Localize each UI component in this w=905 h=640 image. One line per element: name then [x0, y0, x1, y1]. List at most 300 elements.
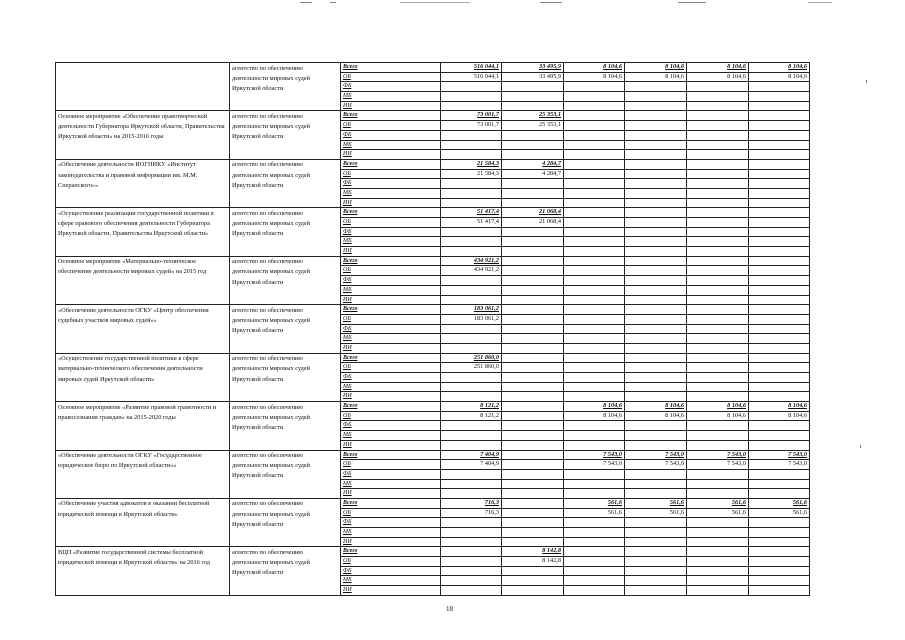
amount-cell	[564, 479, 625, 489]
amount-cell: 73 001,7	[441, 111, 502, 121]
amount-cell	[564, 247, 625, 257]
amount-cell	[625, 576, 687, 586]
amount-cell	[687, 334, 749, 344]
funding-source-label: ИИ	[341, 247, 441, 257]
amount-cell	[502, 363, 564, 373]
amount-cell	[502, 373, 564, 383]
amount-cell	[687, 518, 749, 528]
amount-cell	[625, 111, 687, 121]
amount-cell	[625, 547, 687, 557]
amount-cell	[749, 343, 810, 353]
amount-cell	[564, 363, 625, 373]
amount-cell: 8 104,6	[625, 72, 687, 82]
amount-cell	[749, 198, 810, 208]
amount-cell	[564, 373, 625, 383]
responsible-executor: агентство по обеспечению деятельности мировых судей Иркутской области	[230, 159, 341, 207]
amount-cell	[749, 295, 810, 305]
amount-cell	[749, 188, 810, 198]
funding-source-label: ОБ	[341, 121, 441, 131]
amount-cell	[441, 547, 502, 557]
amount-cell	[441, 179, 502, 189]
amount-cell	[441, 537, 502, 547]
amount-cell	[564, 440, 625, 450]
amount-cell	[564, 218, 625, 228]
funding-source-label: ОБ	[341, 411, 441, 421]
measure-description: ВЦП «Развитие государственной системы бесплатной юридической помощи в Иркутской области» на 2016 год	[56, 547, 230, 595]
amount-cell: 25 353,1	[502, 121, 564, 131]
amount-cell: 51 417,4	[441, 218, 502, 228]
funding-source-label: Всего	[341, 353, 441, 363]
amount-cell	[687, 92, 749, 102]
amount-cell	[564, 179, 625, 189]
amount-cell	[502, 324, 564, 334]
table-row	[56, 402, 810, 412]
amount-cell	[502, 198, 564, 208]
amount-cell	[564, 159, 625, 169]
amount-cell	[687, 440, 749, 450]
amount-cell	[564, 140, 625, 150]
funding-source-label: ОБ	[341, 72, 441, 82]
amount-cell	[749, 276, 810, 286]
funding-source-label: ОБ	[341, 218, 441, 228]
amount-cell	[441, 489, 502, 499]
amount-cell	[749, 566, 810, 576]
amount-cell	[441, 373, 502, 383]
amount-cell	[749, 489, 810, 499]
amount-cell	[749, 537, 810, 547]
funding-source-label: ФБ	[341, 227, 441, 237]
amount-cell	[687, 324, 749, 334]
amount-cell	[625, 218, 687, 228]
responsible-executor: агентство по обеспечению деятельности мировых судей Иркутской области	[230, 256, 341, 304]
amount-cell	[749, 305, 810, 315]
amount-cell	[625, 392, 687, 402]
funding-source-label: Всего	[341, 111, 441, 121]
table-row	[56, 450, 810, 460]
amount-cell: 8 104,6	[687, 72, 749, 82]
amount-cell	[687, 489, 749, 499]
amount-cell	[749, 431, 810, 441]
amount-cell	[502, 382, 564, 392]
amount-cell	[564, 576, 625, 586]
table-row	[56, 111, 810, 121]
amount-cell	[749, 373, 810, 383]
amount-cell	[502, 140, 564, 150]
amount-cell: 716,3	[441, 498, 502, 508]
amount-cell: 8 104,6	[564, 72, 625, 82]
amount-cell	[687, 198, 749, 208]
amount-cell	[441, 343, 502, 353]
amount-cell	[564, 188, 625, 198]
amount-cell	[687, 421, 749, 431]
funding-source-label: ФБ	[341, 324, 441, 334]
funding-source-label: ИИ	[341, 150, 441, 160]
responsible-executor: агентство по обеспечению деятельности мировых судей Иркутской области	[230, 63, 341, 111]
amount-cell	[441, 237, 502, 247]
amount-cell	[564, 314, 625, 324]
amount-cell	[502, 150, 564, 160]
amount-cell	[502, 402, 564, 412]
amount-cell: 7 543,0	[687, 450, 749, 460]
amount-cell	[749, 92, 810, 102]
amount-cell	[749, 179, 810, 189]
amount-cell	[502, 295, 564, 305]
amount-cell	[502, 537, 564, 547]
amount-cell	[625, 382, 687, 392]
amount-cell	[687, 431, 749, 441]
amount-cell	[749, 159, 810, 169]
amount-cell	[564, 208, 625, 218]
amount-cell	[564, 101, 625, 111]
amount-cell	[749, 121, 810, 131]
amount-cell	[502, 305, 564, 315]
amount-cell	[687, 208, 749, 218]
funding-source-label: ИИ	[341, 440, 441, 450]
amount-cell	[625, 208, 687, 218]
amount-cell: 8 104,6	[749, 63, 810, 73]
funding-source-label: Всего	[341, 305, 441, 315]
amount-cell	[749, 392, 810, 402]
amount-cell: 21 068,4	[502, 208, 564, 218]
amount-cell	[564, 130, 625, 140]
amount-cell	[564, 285, 625, 295]
amount-cell	[687, 382, 749, 392]
amount-cell	[749, 324, 810, 334]
amount-cell: 25 353,1	[502, 111, 564, 121]
funding-source-label: МБ	[341, 479, 441, 489]
amount-cell	[625, 334, 687, 344]
amount-cell: 8 104,6	[625, 411, 687, 421]
amount-cell	[687, 295, 749, 305]
funding-source-label: Всего	[341, 208, 441, 218]
amount-cell	[687, 169, 749, 179]
amount-cell	[502, 479, 564, 489]
amount-cell	[502, 392, 564, 402]
amount-cell: 8 104,6	[687, 63, 749, 73]
amount-cell	[749, 557, 810, 567]
amount-cell	[687, 285, 749, 295]
funding-source-label: ИИ	[341, 101, 441, 111]
amount-cell	[564, 82, 625, 92]
measure-description: Основное мероприятие «Материально-техническое обеспечение деятельности мировых судей» на 2015 год	[56, 256, 230, 304]
funding-source-label: МБ	[341, 285, 441, 295]
amount-cell	[749, 150, 810, 160]
amount-cell	[625, 276, 687, 286]
amount-cell	[625, 518, 687, 528]
amount-cell	[502, 343, 564, 353]
amount-cell	[441, 101, 502, 111]
amount-cell	[502, 179, 564, 189]
table-row	[56, 256, 810, 266]
amount-cell	[687, 392, 749, 402]
amount-cell	[564, 227, 625, 237]
amount-cell	[564, 150, 625, 160]
funding-source-label: ИИ	[341, 295, 441, 305]
amount-cell	[625, 479, 687, 489]
amount-cell	[749, 469, 810, 479]
responsible-executor: агентство по обеспечению деятельности мировых судей Иркутской области	[230, 353, 341, 401]
amount-cell	[502, 586, 564, 596]
amount-cell	[564, 305, 625, 315]
responsible-executor: агентство по обеспечению деятельности мировых судей Иркутской области	[230, 111, 341, 159]
amount-cell	[441, 440, 502, 450]
amount-cell	[625, 440, 687, 450]
amount-cell	[564, 92, 625, 102]
amount-cell	[687, 314, 749, 324]
amount-cell: 73 001,7	[441, 121, 502, 131]
amount-cell	[687, 256, 749, 266]
amount-cell	[687, 188, 749, 198]
amount-cell	[502, 266, 564, 276]
responsible-executor: агентство по обеспечению деятельности мировых судей Иркутской области	[230, 547, 341, 595]
amount-cell	[749, 528, 810, 538]
funding-source-label: ОБ	[341, 266, 441, 276]
amount-cell	[625, 237, 687, 247]
amount-cell: 7 543,0	[564, 460, 625, 470]
amount-cell	[441, 421, 502, 431]
funding-source-label: ФБ	[341, 469, 441, 479]
amount-cell	[502, 460, 564, 470]
amount-cell	[749, 208, 810, 218]
amount-cell	[625, 130, 687, 140]
funding-source-label: МБ	[341, 92, 441, 102]
funding-source-label: ОБ	[341, 460, 441, 470]
amount-cell: 8 104,6	[564, 63, 625, 73]
amount-cell	[687, 276, 749, 286]
responsible-executor: агентство по обеспечению деятельности мировых судей Иркутской области	[230, 305, 341, 353]
amount-cell	[625, 373, 687, 383]
amount-cell	[502, 518, 564, 528]
funding-source-label: ИИ	[341, 198, 441, 208]
amount-cell	[502, 431, 564, 441]
amount-cell	[625, 247, 687, 257]
funding-source-label: ОБ	[341, 169, 441, 179]
amount-cell	[625, 169, 687, 179]
amount-cell	[441, 227, 502, 237]
funding-source-label: Всего	[341, 256, 441, 266]
amount-cell: 7 543,0	[749, 460, 810, 470]
funding-source-label: Всего	[341, 547, 441, 557]
amount-cell	[687, 576, 749, 586]
amount-cell	[564, 469, 625, 479]
amount-cell	[564, 586, 625, 596]
table-body	[56, 63, 810, 596]
funding-source-label: Всего	[341, 159, 441, 169]
amount-cell	[687, 150, 749, 160]
amount-cell	[625, 566, 687, 576]
amount-cell	[749, 169, 810, 179]
amount-cell	[687, 479, 749, 489]
amount-cell	[502, 450, 564, 460]
funding-source-label: МБ	[341, 334, 441, 344]
amount-cell	[502, 576, 564, 586]
amount-cell	[441, 92, 502, 102]
measure-description: «Обеспечение участия адвокатов в оказании бесплатной юридической помощи в Иркутской области»	[56, 498, 230, 546]
amount-cell	[502, 82, 564, 92]
amount-cell: 4 284,7	[502, 169, 564, 179]
amount-cell: 8 104,6	[625, 402, 687, 412]
amount-cell	[625, 343, 687, 353]
amount-cell: 7 404,9	[441, 450, 502, 460]
amount-cell	[749, 547, 810, 557]
amount-cell	[441, 285, 502, 295]
funding-source-label: Всего	[341, 498, 441, 508]
amount-cell	[502, 276, 564, 286]
amount-cell	[687, 227, 749, 237]
amount-cell	[564, 198, 625, 208]
amount-cell: 561,6	[625, 498, 687, 508]
amount-cell	[502, 92, 564, 102]
amount-cell	[441, 469, 502, 479]
amount-cell	[564, 334, 625, 344]
amount-cell: 8 104,6	[749, 72, 810, 82]
amount-cell	[625, 285, 687, 295]
amount-cell: 434 921,2	[441, 256, 502, 266]
amount-cell: 21 584,3	[441, 169, 502, 179]
amount-cell	[749, 334, 810, 344]
amount-cell	[749, 266, 810, 276]
amount-cell	[687, 82, 749, 92]
amount-cell	[502, 247, 564, 257]
funding-source-label: ФБ	[341, 566, 441, 576]
amount-cell	[625, 121, 687, 131]
amount-cell	[749, 285, 810, 295]
amount-cell	[564, 392, 625, 402]
amount-cell	[502, 334, 564, 344]
funding-source-label: ФБ	[341, 130, 441, 140]
amount-cell	[625, 305, 687, 315]
amount-cell	[564, 324, 625, 334]
amount-cell	[564, 266, 625, 276]
amount-cell	[625, 528, 687, 538]
funding-source-label: ИИ	[341, 343, 441, 353]
amount-cell	[749, 314, 810, 324]
amount-cell	[749, 247, 810, 257]
amount-cell	[502, 421, 564, 431]
amount-cell	[687, 101, 749, 111]
amount-cell	[625, 101, 687, 111]
funding-source-label: МБ	[341, 188, 441, 198]
amount-cell	[441, 566, 502, 576]
amount-cell	[441, 140, 502, 150]
funding-source-label: ОБ	[341, 508, 441, 518]
amount-cell	[749, 101, 810, 111]
amount-cell: 516 044,1	[441, 72, 502, 82]
amount-cell: 251 860,0	[441, 363, 502, 373]
funding-source-label: ИИ	[341, 489, 441, 499]
funding-source-label: ОБ	[341, 557, 441, 567]
amount-cell	[687, 537, 749, 547]
amount-cell	[687, 159, 749, 169]
amount-cell: 8 104,6	[625, 63, 687, 73]
amount-cell	[625, 431, 687, 441]
amount-cell: 516 044,1	[441, 63, 502, 73]
amount-cell: 8 104,6	[564, 402, 625, 412]
amount-cell	[502, 528, 564, 538]
amount-cell	[625, 314, 687, 324]
amount-cell: 716,3	[441, 508, 502, 518]
amount-cell	[441, 392, 502, 402]
amount-cell	[687, 353, 749, 363]
amount-cell	[687, 586, 749, 596]
table-row	[56, 498, 810, 508]
amount-cell: 561,6	[749, 498, 810, 508]
amount-cell	[564, 295, 625, 305]
amount-cell	[441, 276, 502, 286]
amount-cell	[625, 227, 687, 237]
amount-cell: 561,6	[687, 508, 749, 518]
funding-source-label: ФБ	[341, 82, 441, 92]
amount-cell	[749, 218, 810, 228]
funding-source-label: ФБ	[341, 276, 441, 286]
amount-cell	[564, 343, 625, 353]
amount-cell	[687, 179, 749, 189]
measure-description: «Обеспечение деятельности ИОГНИКУ «Институт законодательства и правовой информации им. М.М. Сперанского»»	[56, 159, 230, 207]
scan-edge-mark	[866, 80, 867, 83]
amount-cell: 8 104,6	[749, 411, 810, 421]
amount-cell	[502, 314, 564, 324]
amount-cell	[687, 528, 749, 538]
amount-cell	[749, 227, 810, 237]
amount-cell	[564, 547, 625, 557]
amount-cell: 8 142,8	[502, 547, 564, 557]
amount-cell	[687, 547, 749, 557]
amount-cell	[687, 237, 749, 247]
amount-cell: 8 142,8	[502, 557, 564, 567]
amount-cell	[502, 498, 564, 508]
amount-cell: 8 104,6	[687, 402, 749, 412]
amount-cell	[441, 334, 502, 344]
amount-cell	[625, 198, 687, 208]
amount-cell	[625, 256, 687, 266]
amount-cell	[502, 237, 564, 247]
amount-cell	[564, 111, 625, 121]
amount-cell: 183 061,2	[441, 314, 502, 324]
amount-cell: 561,6	[687, 498, 749, 508]
amount-cell	[441, 518, 502, 528]
amount-cell	[625, 140, 687, 150]
measure-description: «Обеспечение деятельности ОГКУ «Государственное юридическое бюро по Иркутской области»»	[56, 450, 230, 498]
amount-cell: 561,6	[749, 508, 810, 518]
amount-cell: 434 921,2	[441, 266, 502, 276]
amount-cell	[564, 121, 625, 131]
amount-cell	[502, 508, 564, 518]
amount-cell	[625, 179, 687, 189]
amount-cell	[687, 130, 749, 140]
amount-cell	[502, 440, 564, 450]
amount-cell	[441, 198, 502, 208]
amount-cell: 7 543,0	[564, 450, 625, 460]
amount-cell	[564, 566, 625, 576]
amount-cell	[749, 111, 810, 121]
table-row	[56, 159, 810, 169]
amount-cell	[564, 353, 625, 363]
amount-cell: 33 495,9	[502, 63, 564, 73]
funding-source-label: ИИ	[341, 392, 441, 402]
amount-cell	[749, 256, 810, 266]
amount-cell: 33 495,9	[502, 72, 564, 82]
amount-cell	[625, 188, 687, 198]
amount-cell	[625, 363, 687, 373]
amount-cell	[687, 373, 749, 383]
amount-cell	[502, 353, 564, 363]
table-row	[56, 547, 810, 557]
amount-cell	[441, 247, 502, 257]
table-row	[56, 353, 810, 363]
amount-cell: 21 584,3	[441, 159, 502, 169]
amount-cell	[502, 256, 564, 266]
amount-cell	[564, 489, 625, 499]
